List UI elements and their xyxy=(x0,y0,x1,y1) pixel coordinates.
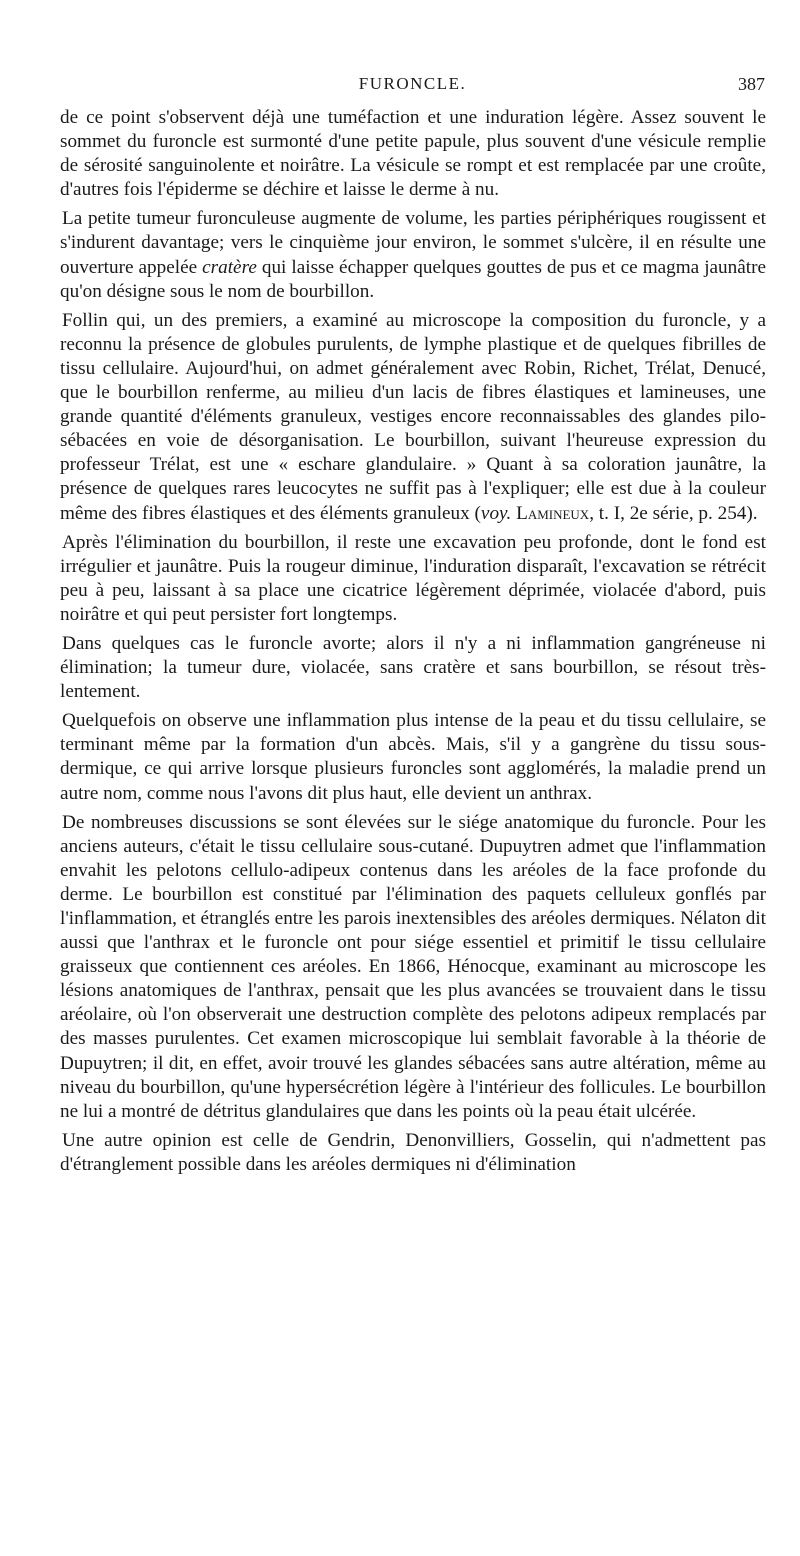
page-number: 387 xyxy=(738,74,765,94)
paragraph-3-text-after: , t. I, 2e série, p. 254). xyxy=(589,502,758,524)
paragraph-5: Dans quelques cas le furoncle avorte; alors il n'y a ni inflammation gangréneuse ni élimination; la tumeur dure, violacée, sans cratère et sans bourbillon, se résout très-lentement. xyxy=(60,632,766,703)
paragraph-1: de ce point s'observent déjà une tuméfaction et une induration légère. Assez souvent le sommet du furoncle est surmonté d'une petite papule, plus souvent d'une vésicule remplie de sérosité sanguinolente et noirâtre. La vésicule se rompt et est remplacée par une croûte, d'autres fois l'épiderme se déchire et laisse le derme à nu. xyxy=(60,107,766,201)
running-head xyxy=(60,74,765,100)
paragraph-6: Quelquefois on observe une inflammation plus intense de la peau et du tissu cellulaire, se terminant même par la formation d'un abcès. Mais, s'il y a gangrène du tissu sous-dermique, ce qui arrive lorsque plusieurs furoncles sont agglomérés, la maladie prend un autre nom, comme nous l'avons dit plus haut, elle devient un anthrax. xyxy=(60,710,766,804)
paragraph-2 xyxy=(60,207,766,303)
running-title: FURONCLE. xyxy=(358,74,467,93)
paragraph-3 xyxy=(60,309,766,526)
paragraph-4: Après l'élimination du bourbillon, il reste une excavation peu profonde, dont le fond est irrégulier et jaunâtre. Puis la rougeur diminue, l'induration disparaît, l'excavation se rétrécit peu à peu, laissant à sa place une cicatrice légèrement déprimée, violacée d'abord, puis noirâtre et qui peut persister fort longtemps. xyxy=(60,531,766,625)
paragraph-7: De nombreuses discussions se sont élevées sur le siége anatomique du furoncle. Pour les anciens auteurs, c'était le tissu cellulaire sous-cutané. Dupuytren admet que l'inflammation envahit les pelotons cellulo-adipeux contenus dans les aréoles de la face profonde du derme. Le bourbillon est constitué par l'élimination des paquets celluleux gonflés par l'inflammation, et étranglés entre les parois inextensibles des aréoles dermiques. Nélaton dit aussi que l'anthrax et le furoncle ont pour siége essentiel et primitif le tissu cellulaire graisseux que contiennent ces aréoles. En 1866, Hénocque, examinant au microscope les lésions anatomiques de l'anthrax, pensait que les plus avancées se trouvaient dans le tissu aréolaire, où l'on observerait une destruction complète des pelotons adipeux remplacés par des masses purulentes. Cet examen microscopique lui semblait favorable à la théorie de Dupuytren; il dit, en effet, avoir trouvé les glandes sébacées sans autre altération, même au niveau du bourbillon, qu'une hypersécrétion légère à l'intérieur des follicules. Le bourbillon ne lui a montré de détritus glandulaires que dans les points où la peau était ulcérée. xyxy=(60,811,766,1122)
paragraph-2-italic-term: cratère xyxy=(202,256,257,278)
paragraph-3-text-before: Follin qui, un des premiers, a examiné au microscope la composition du furoncle, y a reconnu la présence de globules purulents, de lymphe plastique et de quelques fibrilles de tissu cellulaire. Aujourd'hui, on admet généralement avec Robin, Richet, Trélat, Denucé, que le bourbillon renferme, au milieu d'un lacis de fibres élastiques et lamineuses, une grande quantité d'éléments granuleux, vestiges encore reconnaissables des glandes pilo-sébacées en voie de désorganisation. Le bourbillon, suivant l'heureuse expression du professeur Trélat, est une « eschare glandulaire. » Quant à sa coloration jaunâtre, la présence de quelques rares leucocytes ne suffit pas à l'expliquer; elle est due à la couleur même des fibres élastiques et des éléments granuleux ( xyxy=(60,309,766,524)
paragraph-2-text-before: La petite tumeur furonculeuse augmente de volume, les parties périphériques rougissent et s'indurent davantage; vers le cinquième jour environ, le sommet s'ulcère, il en résulte une ouverture appelée xyxy=(60,208,766,278)
paragraph-3-italic-ref: voy. xyxy=(480,502,512,524)
paragraph-8: Une autre opinion est celle de Gendrin, Denonvilliers, Gosselin, qui n'admettent pas d'étranglement possible dans les aréoles dermiques ni d'élimination xyxy=(60,1129,766,1175)
paragraph-2-text-after: qui laisse échapper quelques gouttes de pus et ce magma jaunâtre qu'on désigne sous le nom de bourbillon. xyxy=(60,256,766,302)
paragraph-3-smallcaps-ref: Lamineux xyxy=(516,502,590,524)
body-text xyxy=(60,106,766,1182)
